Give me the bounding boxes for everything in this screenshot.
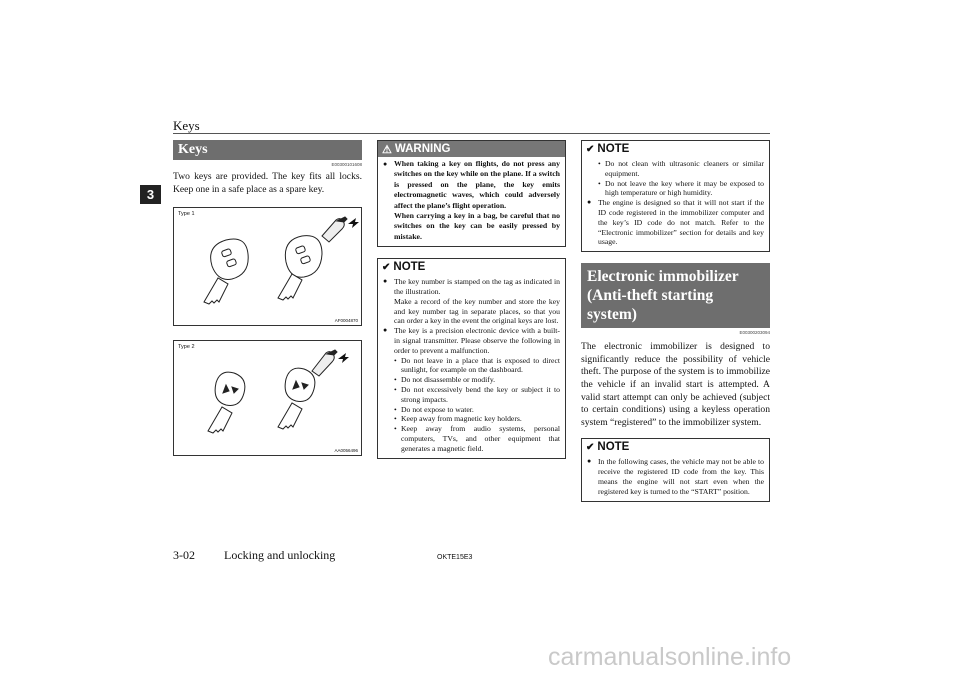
sub-bullet-icon: •: [394, 355, 397, 365]
key-illustration-type-2: [174, 341, 361, 455]
bullet-icon: ●: [587, 198, 592, 207]
note1-sub-2: Do not disassemble or modify.: [401, 375, 496, 385]
list-item: [383, 159, 560, 211]
note-check-icon: ✔: [586, 441, 595, 453]
warning-triangle-icon: ⚠: [382, 143, 392, 156]
warning-title: WARNING: [394, 143, 451, 155]
footer-section-title: Locking and unlocking: [224, 548, 336, 562]
warning-item-2: When carrying a key in a bag, be careful that no switches on the key can be easily pressed by mistake.: [394, 211, 560, 241]
note-box-1: [377, 258, 566, 458]
bullet-icon: ●: [383, 160, 388, 168]
note3-item: In the following cases, the vehicle may not be able to receive the registered ID code from the key. This means the engine will not start even when the registered key is turned to the “START” position.: [598, 457, 764, 496]
note-check-icon: ✔: [586, 143, 595, 155]
sub-list-item: [383, 356, 560, 376]
sub-bullet-icon: •: [394, 385, 397, 395]
chapter-tab: 3: [140, 185, 161, 204]
sub-bullet-icon: •: [598, 178, 601, 188]
column-2: [377, 140, 566, 459]
sub-bullet-icon: •: [394, 404, 397, 414]
note-body-1: [378, 275, 565, 457]
keys-section-code: E00300101608: [331, 162, 362, 167]
immobilizer-heading: [581, 263, 770, 328]
sub-list-item: [383, 375, 560, 385]
immobilizer-section-code: E00300203094: [739, 330, 770, 336]
list-item: [587, 457, 764, 496]
key-illustration-type-1: [174, 208, 361, 325]
note-header-1: [378, 259, 565, 275]
figure-label-type-1: Type 1: [178, 211, 195, 218]
note-header-2: [582, 141, 769, 157]
sub-bullet-icon: •: [394, 375, 397, 385]
sub-bullet-icon: •: [598, 159, 601, 168]
note2-sub-2: Do not leave the key where it may be exposed to high temperature or high humidity.: [605, 178, 764, 198]
note1-sub-3: Do not excessively bend the key or subject it to strong impacts.: [401, 385, 560, 404]
sub-bullet-icon: •: [394, 414, 397, 424]
list-item: [383, 326, 560, 355]
note-body-2: [582, 157, 769, 251]
keys-heading: Keys: [173, 140, 362, 160]
sub-list-item: [383, 414, 560, 424]
footer-doc-code: OKTE15E3: [437, 554, 473, 561]
note2-sub-1: Do not clean with ultrasonic cleaners or similar equipment.: [605, 159, 764, 178]
note-title-1: NOTE: [393, 261, 426, 274]
keys-body: Two keys are provided. The key fits all locks. Keep one in a safe place as a spare key.: [173, 171, 362, 195]
page-number: 3-02: [173, 548, 195, 562]
warning-box: [377, 140, 566, 247]
figure-code-type-1: AF0004870: [334, 318, 358, 324]
note1-sub-5: Keep away from magnetic key holders.: [401, 414, 522, 424]
warning-body: [378, 157, 565, 246]
note2-item: The engine is designed so that it will not start if the ID code registered in the immobilizer computer and the key’s ID code do not match. Refer to the “Electronic immobilizer” section for details and key usage.: [598, 198, 764, 247]
key-figure-type-1: [173, 207, 362, 326]
column-3: [581, 140, 770, 502]
note1-item-1b: Make a record of the key number and store the key and key number tag in separate places, so that you can order a key in the event the original keys are lost.: [394, 296, 560, 326]
bullet-icon: ●: [587, 457, 592, 466]
sub-bullet-icon: •: [394, 424, 397, 434]
sub-list-item: [383, 385, 560, 405]
sub-list-item: [587, 179, 764, 199]
note-title-2: NOTE: [597, 143, 630, 155]
note-header-3: [582, 439, 769, 455]
list-item: [587, 198, 764, 247]
note-title-3: NOTE: [597, 441, 630, 454]
header-rule: [173, 133, 770, 134]
bullet-icon: ●: [383, 326, 388, 335]
note1-sub-1: Do not leave in a place that is exposed to direct sunlight, for example on the dashboard.: [401, 355, 560, 375]
list-item: [383, 277, 560, 297]
note-box-3: [581, 438, 770, 501]
bullet-icon: ●: [383, 277, 388, 286]
sub-list-item: [587, 159, 764, 179]
note-box-2: [581, 140, 770, 252]
warning-header: [378, 141, 565, 157]
note1-sub-4: Do not expose to water.: [401, 404, 474, 414]
key-figure-type-2: [173, 340, 362, 456]
watermark: carmanualsonline.info: [548, 643, 792, 671]
note-check-icon: ✔: [382, 261, 391, 273]
immobilizer-heading-line-1: Electronic immobilizer: [587, 268, 739, 286]
note-body-3: [582, 455, 769, 500]
sub-list-item: [383, 405, 560, 415]
sub-list-item: [383, 424, 560, 453]
immobilizer-body: The electronic immobilizer is designed to significantly reduce the possibility of vehicle theft. The purpose of the system is to immobilize the vehicle if an invalid start is attempted. A valid start attempt can only be achieved (subject to certain conditions) using a keyless operation system “registered” to the immobilizer system.: [581, 341, 770, 428]
note1-item-2: The key is a precision electronic device with a built-in signal transmitter. Please observe the following in order to prevent a malfunction.: [394, 326, 560, 355]
note1-item-1: The key number is stamped on the tag as indicated in the illustration.: [394, 277, 560, 297]
running-header-title: Keys: [173, 118, 200, 133]
column-1: [173, 140, 362, 456]
figure-label-type-2: Type 2: [178, 344, 195, 351]
warning-item-1: When taking a key on flights, do not press any switches on the key while on the plane. If a switch is pressed on the plane, the key emits electromagnetic waves, which could adversely affect the plane’s flight operation.: [394, 159, 560, 210]
note1-sub-6: Keep away from audio systems, personal computers, TVs, and other equipment that generates a magnetic field.: [401, 424, 560, 453]
figure-code-type-2: AA0056496: [334, 448, 358, 454]
immobilizer-heading-line-2: (Anti-theft starting system): [587, 287, 714, 324]
